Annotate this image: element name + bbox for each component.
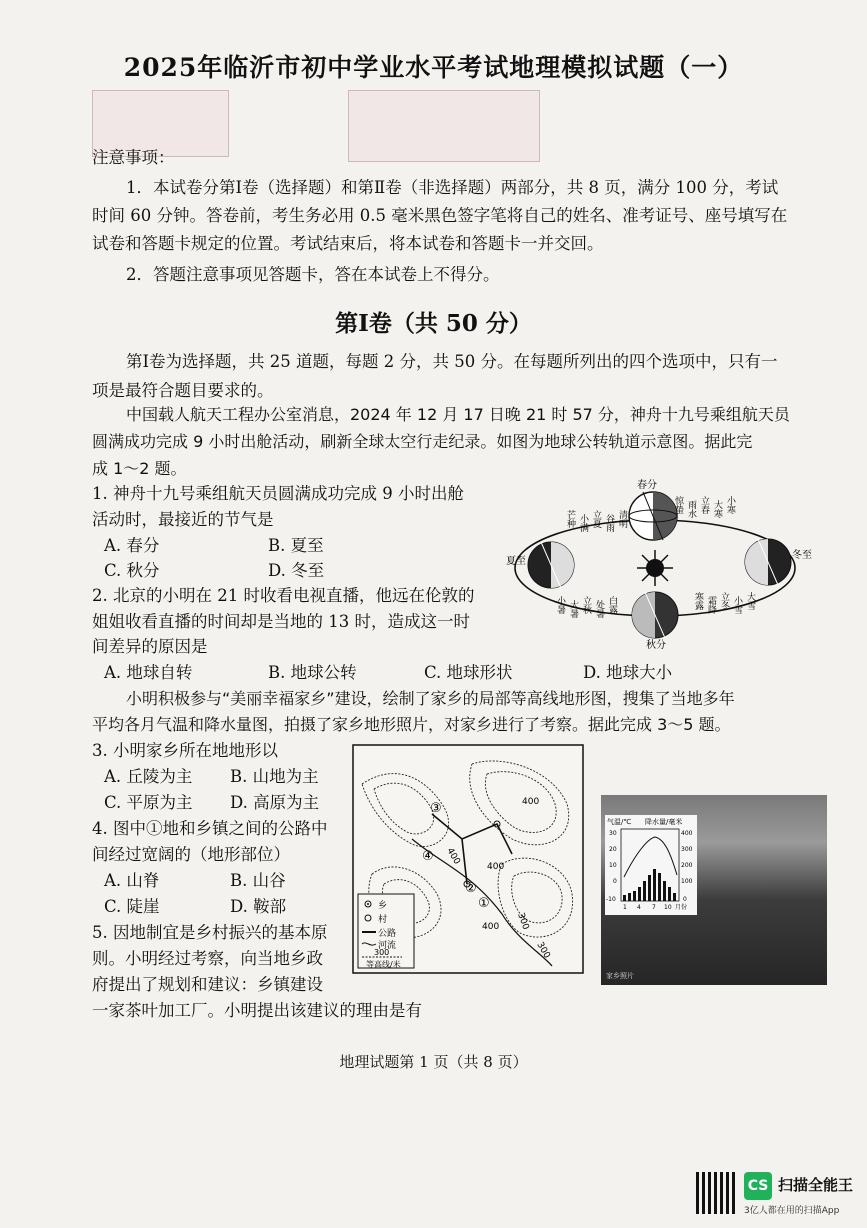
- tick-right-5: 0: [683, 896, 687, 903]
- q1-option-a: A. 春分: [104, 536, 160, 555]
- q1-stem-2: 活动时，最接近的节气是: [92, 510, 274, 529]
- q4-option-c: C. 陡崖: [104, 897, 160, 916]
- material2-line-1: 小明积极参与“美丽幸福家乡”建设，绘制了家乡的局部等高线地形图，搜集了当地多年: [126, 689, 735, 708]
- q4-stem-1: 4. 图中①地和乡镇之间的公路中: [92, 819, 328, 838]
- tick-left-4: 0: [613, 878, 617, 885]
- solar-term-terms-bottom-right-3: 小雪: [732, 596, 742, 614]
- material1-line-2: 圆满成功完成 9 小时出舱活动，刷新全球太空行走纪录。如图为地球公转轨道示意图。据此完: [92, 432, 753, 451]
- tick-left-2: 20: [609, 846, 617, 853]
- solar-term-terms-bottom-right-2: 立冬: [719, 592, 729, 610]
- earth-autumn-icon: [632, 592, 678, 638]
- q1-option-d: D. 冬至: [268, 561, 325, 580]
- label-spring: 春分: [637, 480, 657, 491]
- month-unit: 月份: [675, 904, 688, 911]
- q2-stem-2: 姐姐收看直播的时间却是当地的 13 时，造成这一时: [92, 612, 470, 631]
- solar-term-terms-top-left-2: 立夏: [591, 510, 601, 528]
- map-value-400-c: 400: [482, 922, 500, 932]
- solar-term-terms-bottom-left-1: 大暑: [568, 600, 578, 618]
- photo-caption: 家乡照片: [606, 972, 634, 980]
- label-winter: 冬至: [792, 550, 812, 561]
- tick-left-1: 30: [609, 830, 617, 837]
- q1-stem-1: 1. 神舟十九号乘组航天员圆满成功完成 9 小时出舱: [92, 484, 464, 503]
- camscanner-slogan: 3亿人都在用的扫描App: [744, 1206, 840, 1216]
- earth-spring-icon: [629, 492, 677, 540]
- map-label-1: ①: [478, 896, 490, 911]
- q2-option-a: A. 地球自转: [104, 663, 193, 682]
- tick-right-2: 300: [681, 846, 693, 853]
- q2-option-b: B. 地球公转: [268, 663, 357, 682]
- solar-term-terms-top-right-4: 小寒: [725, 496, 735, 514]
- q2-option-d: D. 地球大小: [583, 663, 673, 682]
- solar-term-terms-top-right-2: 立春: [699, 496, 709, 514]
- q4-option-a: A. 山脊: [104, 871, 160, 890]
- q1-option-b: B. 夏至: [268, 536, 324, 555]
- stamp-right: [348, 90, 540, 162]
- label-summer: 夏至: [506, 556, 526, 567]
- legend-village: 村: [378, 915, 388, 925]
- legend-contour: 等高线/米: [366, 960, 401, 969]
- notice-line-3: 试卷和答题卡规定的位置。考试结束后，将本试卷和答题卡一并交回。: [92, 234, 604, 253]
- legend-town: 乡: [378, 901, 388, 911]
- stamp-left: [92, 90, 229, 157]
- month-4: 4: [637, 904, 641, 911]
- solar-term-terms-top-right-3: 大寒: [712, 500, 722, 518]
- climate-precip-label: 降水量/毫米: [645, 818, 683, 826]
- solar-term-terms-top-right-0: 惊蛰: [673, 496, 683, 514]
- notice-heading: 注意事项：: [92, 148, 175, 167]
- climate-temp-label: 气温/℃: [607, 818, 632, 826]
- map-value-300-a: 300: [515, 911, 531, 932]
- solar-term-terms-bottom-right-0: 寒露: [693, 592, 703, 610]
- q2-stem-3: 间差异的原因是: [92, 637, 208, 656]
- notice-line-4: 2．答题注意事项见答题卡，答在本试卷上不得分。: [126, 265, 500, 284]
- solar-term-terms-top-right-1: 雨水: [686, 500, 696, 518]
- material1-line-3: 成 1～2 题。: [92, 459, 187, 478]
- legend-river: 河流: [378, 941, 397, 951]
- tick-left-5: -10: [606, 896, 616, 903]
- solar-term-terms-bottom-left-4: 白露: [607, 596, 617, 614]
- q4-option-b: B. 山谷: [230, 871, 286, 890]
- label-autumn: 秋分: [646, 640, 666, 650]
- legend-road: 公路: [378, 929, 397, 939]
- tick-right-3: 200: [681, 862, 693, 869]
- camscanner-brand: 扫描全能王: [778, 1176, 854, 1194]
- qr-code-icon: [696, 1172, 738, 1214]
- map-label-3: ③: [430, 801, 442, 816]
- notice-line-1: 1．本试卷分第Ⅰ卷（选择题）和第Ⅱ卷（非选择题）两部分，共 8 页，满分 100 分，考试: [126, 178, 779, 197]
- solar-term-terms-bottom-left-3: 处暑: [594, 600, 604, 618]
- map-value-400-a: 400: [444, 846, 462, 867]
- orbit-diagram: [500, 470, 815, 650]
- month-10: 10: [664, 904, 672, 911]
- q3-option-a: A. 丘陵为主: [104, 767, 193, 786]
- month-1: 1: [623, 904, 627, 911]
- solar-term-terms-bottom-right-1: 霜降: [706, 596, 716, 614]
- q5-stem-1: 5. 因地制宜是乡村振兴的基本原: [92, 923, 328, 942]
- legend-contour-value: 300: [374, 948, 390, 957]
- sun-icon: [637, 550, 673, 586]
- tick-right-1: 400: [681, 830, 693, 837]
- solar-term-terms-bottom-left-2: 立秋: [581, 596, 591, 614]
- tick-left-3: 10: [609, 862, 617, 869]
- q3-stem: 3. 小明家乡所在地地形以: [92, 741, 278, 760]
- q5-stem-3: 府提出了规划和建议：乡镇建设: [92, 975, 323, 994]
- q3-option-d: D. 高原为主: [230, 793, 320, 812]
- map-value-400-b: 400: [487, 862, 505, 872]
- earth-winter-icon: [745, 539, 791, 585]
- q3-option-c: C. 平原为主: [104, 793, 193, 812]
- month-7: 7: [652, 904, 656, 911]
- material2-line-2: 平均各月气温和降水量图，拍摄了家乡地形照片，对家乡进行了考察。据此完成 3～5 题。: [92, 715, 731, 734]
- q5-stem-2: 则。小明经过考察，向当地乡政: [92, 949, 323, 968]
- q4-option-d: D. 鞍部: [230, 897, 287, 916]
- q2-option-c: C. 地球形状: [424, 663, 513, 682]
- material1-line-1: 中国载人航天工程办公室消息，2024 年 12 月 17 日晚 21 时 57 分，神舟十九号乘组航天员: [126, 405, 790, 424]
- earth-summer-icon: [528, 542, 574, 588]
- section-intro-1: 第Ⅰ卷为选择题，共 25 道题，每题 2 分，共 50 分。在每题所列出的四个选项中，只有一: [126, 352, 778, 371]
- contour-map: [352, 744, 584, 974]
- notice-line-2: 时间 60 分钟。答卷前，考生务必用 0.5 毫米黑色签字笔将自己的姓名、准考证号、座号填写在: [92, 206, 788, 225]
- solar-term-terms-top-left-4: 清明: [617, 510, 627, 528]
- q2-stem-1: 2. 北京的小明在 21 时收看电视直播，他远在伦敦的: [92, 586, 475, 605]
- page-title: 2025年临沂市初中学业水平考试地理模拟试题（一）: [123, 53, 744, 82]
- page-footer: 地理试题第 1 页（共 8 页）: [339, 1053, 528, 1071]
- section-intro-2: 项是最符合题目要求的。: [92, 381, 274, 400]
- map-value-400-d: 400: [522, 797, 540, 807]
- q1-option-c: C. 秋分: [104, 561, 160, 580]
- solar-term-terms-top-left-0: 芒种: [565, 510, 575, 528]
- camscanner-logo: CS: [744, 1172, 772, 1200]
- tick-right-4: 100: [681, 878, 693, 885]
- map-legend: [358, 894, 414, 969]
- section-title: 第Ⅰ卷（共 50 分）: [335, 310, 532, 337]
- map-value-300-b: 300: [534, 940, 552, 961]
- solar-term-terms-bottom-left-0: 小暑: [555, 596, 565, 614]
- q4-stem-2: 间经过宽阔的（地形部位）: [92, 845, 290, 864]
- climate-chart: [605, 815, 697, 915]
- solar-term-terms-top-left-1: 小满: [578, 514, 588, 532]
- q3-option-b: B. 山地为主: [230, 767, 319, 786]
- map-label-2: ②: [465, 881, 477, 896]
- q5-stem-4: 一家茶叶加工厂。小明提出该建议的理由是有: [92, 1001, 422, 1020]
- solar-term-terms-bottom-right-4: 大雪: [745, 592, 755, 610]
- solar-term-terms-top-left-3: 谷雨: [604, 514, 614, 532]
- map-label-4: ④: [422, 849, 434, 864]
